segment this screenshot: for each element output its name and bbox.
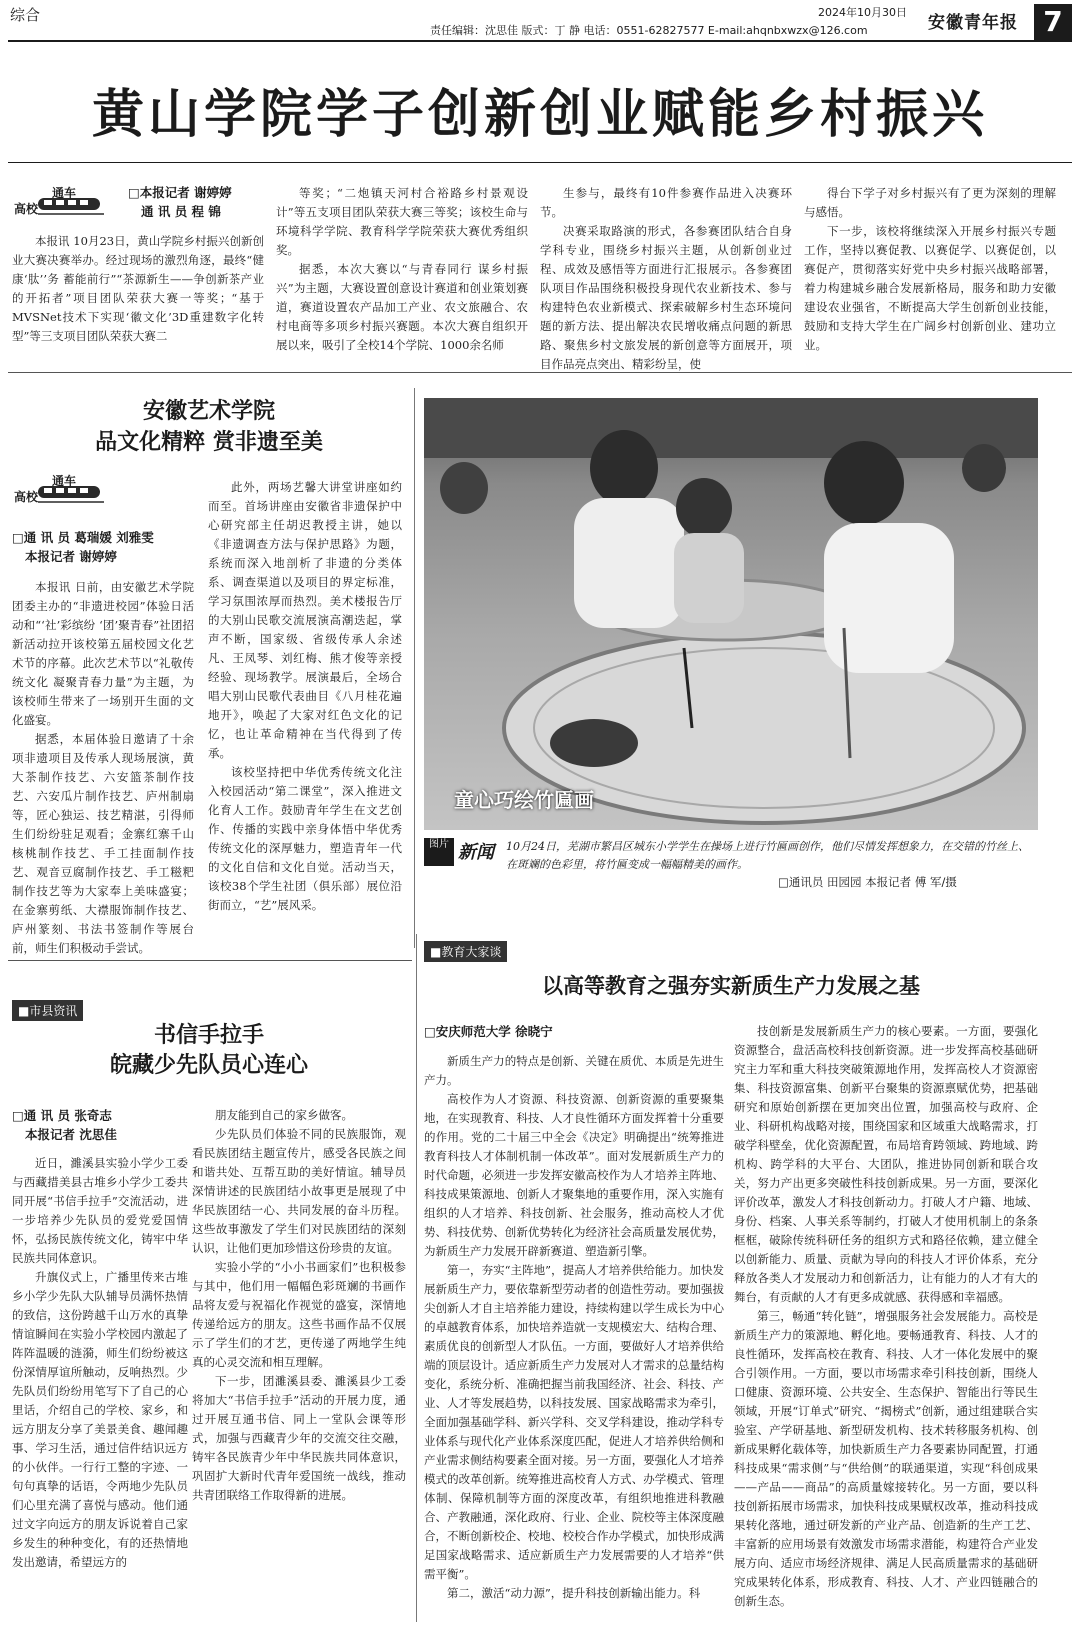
photo-news-label: 图片 — [424, 838, 454, 866]
main-byline — [128, 183, 268, 221]
main-headline: 黄山学院学子创新创业赋能乡村振兴 — [91, 84, 988, 145]
photo-bamboo-painting — [424, 398, 1038, 830]
edu-title: 以高等教育之强夯实新质生产力发展之基 — [542, 973, 920, 998]
issue-date: 2024年10月30日 — [818, 6, 907, 19]
header-rule — [8, 40, 1072, 42]
main-col-3: 生参与，最终有10件参赛作品进入决赛环节。 决赛采取路演的形式，各参赛团队结合自身学科专业，围绕乡村振兴主题，从创新创业过程、成效及感悟等方面进行汇报展示。各参赛团队项目作品围绕积极投身现代农业新技术、参与构建特色农业新模式、探索破解乡村生态环境问题的新方法、提出解决农民增收痛点问题的新思路、聚焦乡村文旅发展的新创意等方面展开，项目作品亮点突出、精彩纷呈，使 — [540, 186, 792, 371]
county-col-2: 朋友能到自己的家乡做客。 少先队员们体验不同的民族服饰，观看民族团结主题宣传片，感受各民族之间和谐共处、互帮互助的美好情谊。辅导员深情讲述的民族团结小故事更是展现了中华民族团结一心、共同发展的奋斗历程。这些故事激发了学生们对民族团结的深刻认识，让他们更加珍惜这份珍贵的友谊。 实验小学的“小小书画家们”也积极参与其中，他们用一幅幅色彩斑斓的书画作品将友爱与祝福化作视觉的盛宴，深情地传递给远方的朋友。这些书画作品不仅展示了学生们的才艺，更传递了两地学生纯真的心灵交流和相互理解。 下一步，团濉溪县委、濉溪县少工委将加大“书信手拉手”活动的开展力度，通过开展互通书信、同上一堂队会课等形式，加强与西藏青少年的交流交往交融，铸牢各民族青少年中华民族共同体意识，巩固扩大新时代青年爱国统一战线，推动共青团联络工作取得新的进展。 — [192, 1108, 406, 1502]
edu-tag-rule — [424, 950, 1038, 951]
photo-illustration — [424, 398, 1038, 830]
photo-credit: □通讯员 田园园 本报记者 傅 军/摄 — [778, 875, 957, 889]
main-col-2: 等奖；“二炮镇天河村合裕路乡村景观设计”等五支项目团队荣获大赛三等奖；该校生命与环境科学学院、教育科学学院荣获大赛优秀组织奖。 据悉，本次大赛以“与青春同行 谋乡村振兴”为主题，大赛设置创意设计赛道和创业策划赛道，赛道设置农产品加工产业、农文旅融合、农村电商等多项乡村振兴赛题。本次大赛自组织开展以来，吸引了全校14个学院、1000余名师 — [276, 186, 528, 352]
column-divider-lower — [416, 934, 417, 1622]
county-title-2: 皖藏少先队员心连心 — [109, 1052, 308, 1078]
art-title-1: 安徽艺术学院 — [142, 398, 275, 424]
county-title-1: 书信手拉手 — [153, 1022, 264, 1048]
byline-correspondent: 通 讯 员 程 锦 — [141, 204, 221, 219]
badge-text-campus: 高校 — [14, 202, 39, 216]
county-byline: □通 讯 员 张奇志 本报记者 沈思佳 — [12, 1108, 117, 1142]
edu-col-2: 技创新是发展新质生产力的核心要素。一方面，要强化资源整合，盘活高校科技创新资源。进一步发挥高校基础研究主力军和重大科技突破策源地作用，发挥高校人才资源密集、科技资源富集、创新平台聚集的资源禀赋优势，把基础研究和原始创新摆在更加突出位置，加强高校与政府、企业、科研机构战略对接，围绕国家和区域重大战略需求，打破学科壁垒，优化资源配置，布局培育跨领域、跨地域、跨机构、跨学科的大平台、大团队，推进协同创新和联合攻关，努力产出更多突破性科技创新成果。另一方面，要深化评价改革，激发人才科技创新动力。打破人才户籍、地域、身份、档案、人事关系等制约，打破人才使用机制上的条条框框，破除传统科研任务的组织方式和路径依赖，建立健全以创新能力、质量、贡献为导向的科技人才评价体系，充分释放各类人才发展动力和创新活力，让有能力的人才有大的舞台，有贡献的人才有更多成就感、获得感和幸福感。 第三，畅通“转化链”，增强服务社会发展能力。高校是新质生产力的策源地、孵化地。要畅通教育、科技、人才的良性循环，发挥高校在教育、科技、人才一体化发展中的聚合引领作用。一方面，要以市场需求牵引科技创新，围绕人口健康、资源环境、公共安全、生态保护、智能出行等民生领域，开展“订单式”研究、“揭榜式”创新，通过组建联合实验室、产学研基地、新型研发机构、技术转移服务机构、创新成果孵化载体等，加快新质生产力各要素协同配置，打通科技成果“需求侧”与“供给侧”的联通渠道，实现“科创成果——产品——商品”的高质量嫁接转化。另一方面，要以科技创新拓展市场需求，加快科技成果赋权改革，推动科技成果转化落地，通过研发新的产业产品、创造新的生产工艺、丰富新的应用场景有效激发市场需求潜能，构建符合产业发展方向、适应市场经济规律、满足人民高质量需求的基础研究成果转化体系，形成教育、科技、人才、产业四链融合的创新生态。 — [734, 1024, 1038, 1608]
badge-text-campus: 高校 — [14, 490, 39, 504]
headline-rule — [8, 162, 1072, 163]
section-label: 综合 — [10, 6, 41, 24]
main-col-1: 本报讯 10月23日，黄山学院乡村振兴创新创业大赛决赛举办。经过现场的激烈角逐，最终“健康‘肽’’务 蓄能前行”“茶源新生——争创新茶产业的开拓者”项目团队荣获大赛一等奖；“基于MVSNet技术下实现‘徽文化’3D重建数字化转型”等三支项目团队荣获大赛二 — [12, 234, 264, 343]
editor-line: 责任编辑：沈思佳 版式：丁 静 电话：0551-62827577 E-mail:ahqnbxwzx@126.com — [430, 24, 868, 37]
photo-title: 童心巧绘竹匾画 — [454, 788, 594, 812]
photo-caption: 10月24日，芜湖市繁昌区城东小学学生在操场上进行竹匾画创作，他们尽情发挥想象力，在交错的竹丝上、在斑斓的色彩里，将竹匾变成一幅幅精美的画作。 — [506, 840, 1029, 871]
edu-byline: □安庆师范大学 徐晓宁 — [424, 1024, 553, 1039]
art-col-1: 本报讯 日前，由安徽艺术学院团委主办的“非遗进校园”体验日活动和“‘社’彩缤纷 ‘团’聚青春”社团招新活动拉开该校第五届校园文化艺术节的序幕。此次艺术节以“礼敬传统文化 凝聚青春力量”为主题，为该校师生带来了一场别开生面的文化盛宴。 据悉，本届体验日邀请了十余项非遗项目及传承人现场展演，黄大茶制作技艺、六安篮茶制作技艺、六安瓜片制作技艺、庐州制扇等，匠心独运、技艺精湛，引得师生们纷纷驻足观看；金寨红寨千山核桃制作技艺、手工挂面制作技艺、观音豆腐制作技艺、手工糍粑制作技艺等为大家奉上美味盛宴；在金寨剪纸、大襟服饰制作技艺、庐州篆刻、书法书签制作等展台前，师生们积极动手尝试。 — [12, 580, 194, 955]
photo-news-label-2: 新闻 — [458, 842, 494, 863]
county-tag: ■市县资讯 — [12, 1000, 83, 1021]
art-byline: □通 讯 员 葛瑞媛 刘雅雯 本报记者 谢婷婷 — [12, 530, 154, 564]
badge-text-train: 通车 — [52, 474, 77, 488]
main-col-4: 得台下学子对乡村振兴有了更为深刻的理解与感悟。 下一步，该校将继续深入开展乡村振兴专题工作，坚持以赛促教、以赛促学、以赛促创，以赛促产，贯彻落实好党中央乡村振兴战略部署，着力构建城乡融合发展新格局，服务和助力安徽建设农业强省，不断提高大学生创新创业技能，鼓励和支持大学生在广阔乡村创新创业、建功立业。 — [804, 186, 1056, 352]
byline-reporter: □本报记者 谢婷婷 — [128, 185, 232, 200]
page-number: 7 — [1034, 4, 1072, 40]
section-divider-2 — [8, 960, 412, 961]
badge-text-train: 通车 — [52, 186, 77, 200]
county-col-1: 近日，濉溪县实验小学少工委与西藏措美县古堆乡小学少工委共同开展“书信手拉手”交流活动，进一步培养少先队员的爱党爱国情怀，弘扬民族传统文化，铸牢中华民族共同体意识。 升旗仪式上，广播里传来古堆乡小学少先队大队辅导员满怀热情的致信，这份跨越千山万水的真挚情谊瞬间在实验小学校园内激起了阵阵温暖的涟漪，师生们纷纷被这份深情厚谊所触动，反响热烈。少先队员们纷纷用笔写下了自己的心里话，介绍自己的学校、家乡，和远方朋友分享了美景美食、趣闻趣事、学习生活，通过信件结识远方的小伙伴。一行行工整的字迹、一句句真挚的话语，令两地少先队员们心里充满了喜悦与感动。他们通过文字向远方的朋友诉说着自己家乡发生的种种变化，有的还热情地发出邀请，希望远方的 — [12, 1156, 188, 1569]
edu-tag: ■教育大家谈 — [424, 941, 507, 962]
edu-col-1: 新质生产力的特点是创新、关键在质优、本质是先进生产力。 高校作为人才资源、科技资源、创新资源的重要聚集地，在实现教育、科技、人才良性循环方面发挥着十分重要的作用。党的二十届三中全会《决定》明确提出“统筹推进教育科技人才体制机制一体改革”。面对发展新质生产力的时代命题，必须进一步发挥安徽高校作为人才培养主阵地、科技成果策源地、创新人才聚集地的重要作用，深入实施有组织的人才培养、科技创新、社会服务，推动高校人才优势、科技优势、创新优势转化为经济社会高质量发展优势，为新质生产力发展开辟新赛道、塑造新引擎。 第一，夯实“主阵地”，提高人才培养供给能力。加快发展新质生产力，要依靠新型劳动者的创造性劳动。要加强拔尖创新人才自主培养能力建设，持续构建以学生成长为中心的卓越教育体系，加快培养造就一支规模宏大、结构合理、素质优良的创新型人才队伍。一方面，要做好人才培养供给端的顶层设计。适应新质生产力发展对人才需求的总量结构变化，系统分析、准确把握当前我国经济、社会、科技、产业、人才等发展趋势，以科技发展、国家战略需求为牵引，全面加强基础学科、新兴学科、交叉学科建设，推动学科专业体系与现代化产业体系深度匹配，促进人才培养供给侧和产业需求侧结构要素全面对接。另一方面，要强化人才培养模式的改革创新。统筹推进高校育人方式、办学模式、管理体制、保障机制等方面的深度改革，有组织地推进科教融合、产教融通，深化政府、行业、企业、院校等主体深度融合，不断创新校企、校地、校校合作办学模式，加快形成满足国家战略需求、适应新质生产力发展需要的人才培养“供需平衡”。 第二，激活“动力源”，提升科技创新输出能力。科 — [424, 1054, 724, 1600]
art-col-2: 此外，两场艺馨大讲堂讲座如约而至。首场讲座由安徽省非遗保护中心研究部主任胡迟教授主讲，她以《非遗调查方法与保护思路》为题，系统而深入地剖析了非遗的分类体系、调查渠道以及项目的界定标准，学习氛围浓厚而热烈。美术楼报告厅的大别山民歌交流展演高潮迭起，掌声不断，国家级、省级传承人余述凡、王凤琴、刘红梅、熊才俊等亲授经验、现场教学。展演最后，全场合唱大别山民歌代表曲目《八月桂花遍地开》，唤起了大家对红色文化的记忆，也让革命精神在当代得到了传承。 该校坚持把中华优秀传统文化注入校园活动“第二课堂”，深入推进文化育人工作。鼓励青年学生在文艺创作、传播的实践中亲身体悟中华优秀传统文化的深厚魅力，塑造青年一代的文化自信和文化自觉。活动当天，该校38个学生社团（俱乐部）展位沿街而立，“艺”展风采。 — [208, 480, 402, 912]
paper-logo: 安徽青年报 — [928, 13, 1018, 33]
art-title-2: 品文化精粹 赏非遗至美 — [95, 429, 323, 455]
column-divider — [414, 388, 415, 948]
section-divider-1 — [8, 372, 1072, 373]
